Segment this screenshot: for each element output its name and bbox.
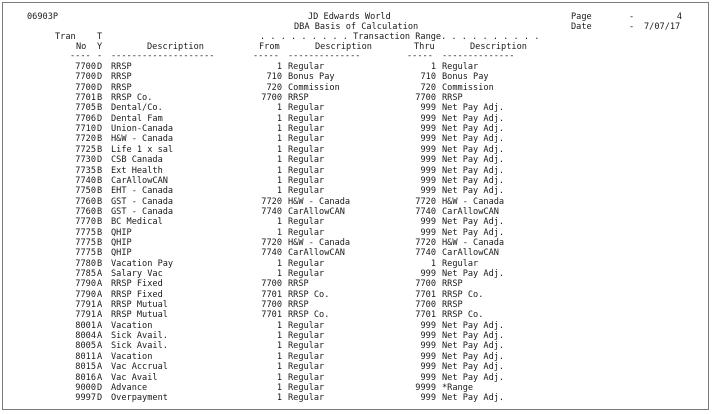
- tran-no: 7791: [75, 300, 96, 311]
- table-row: [3, 166, 708, 176]
- thru-description: RRSP Co.: [442, 289, 484, 300]
- report-frame: [2, 2, 709, 410]
- tran-no: 7735: [75, 165, 96, 176]
- table-row: [3, 93, 708, 103]
- table-row: [3, 362, 708, 372]
- from-description: Regular: [288, 362, 325, 373]
- thru-code: 7701: [415, 310, 436, 321]
- thru-description: RRSP Co.: [442, 310, 484, 321]
- thru-code: 7740: [415, 206, 436, 217]
- description: BC Medical: [111, 217, 163, 228]
- type-code: D: [97, 72, 103, 83]
- thru-description: Net Pay Adj.: [442, 351, 505, 362]
- thru-description: Net Pay Adj.: [442, 113, 505, 124]
- thru-code: 999: [420, 372, 436, 383]
- from-code: 7700: [261, 279, 282, 290]
- description: RRSP: [111, 72, 132, 83]
- table-row: [3, 217, 708, 227]
- thru-code: 7700: [415, 300, 436, 311]
- from-code: 720: [266, 82, 282, 93]
- thru-code: 710: [420, 72, 436, 83]
- table-row: [3, 373, 708, 383]
- tran-no: 7705: [75, 103, 96, 114]
- type-code: A: [97, 362, 103, 373]
- underline-from-description: --------------: [288, 51, 361, 61]
- thru-code: 999: [420, 269, 436, 279]
- description: Dental/Co.: [111, 103, 163, 114]
- type-code: D: [97, 155, 103, 166]
- from-description: Regular: [288, 186, 325, 197]
- thru-description: Net Pay Adj.: [442, 103, 505, 114]
- from-code: 7740: [261, 248, 282, 259]
- type-code: B: [97, 206, 103, 217]
- from-description: Regular: [288, 165, 325, 176]
- type-code: A: [97, 372, 103, 383]
- thru-description: RRSP: [442, 300, 463, 311]
- col-range-title: . . . . . . . . . Transaction Range. . . . . . . . . .: [260, 32, 540, 42]
- description: RRSP Co.: [111, 93, 153, 104]
- col-tran-bottom: No: [76, 42, 87, 52]
- type-code: B: [97, 227, 103, 238]
- from-description: Regular: [288, 331, 325, 342]
- thru-code: 999: [420, 331, 436, 342]
- table-row: [3, 238, 708, 248]
- type-code: D: [97, 113, 103, 124]
- thru-code: 999: [420, 134, 436, 145]
- thru-code: 999: [420, 113, 436, 124]
- from-description: H&W - Canada: [288, 237, 351, 248]
- type-code: A: [97, 310, 103, 321]
- thru-description: Net Pay Adj.: [442, 186, 505, 197]
- tran-no: 8001: [75, 320, 96, 331]
- description: Vacation: [111, 351, 153, 362]
- description: Life 1 x sal: [111, 144, 174, 155]
- table-row: [3, 341, 708, 351]
- table-row: [3, 310, 708, 320]
- type-code: B: [97, 93, 103, 104]
- description: GST - Canada: [111, 206, 174, 217]
- tran-no: 7775: [75, 237, 96, 248]
- from-description: RRSP: [288, 279, 309, 290]
- thru-code: 1: [430, 62, 436, 72]
- thru-code: 9999: [415, 382, 436, 393]
- from-description: Regular: [288, 351, 325, 362]
- description: QHIP: [111, 237, 132, 248]
- description: Vacation: [111, 320, 153, 331]
- description: RRSP: [111, 82, 132, 93]
- from-description: Regular: [288, 124, 325, 135]
- description: RRSP: [111, 62, 132, 72]
- underline-thru: -----: [407, 51, 433, 61]
- description: Overpayment: [111, 393, 168, 404]
- from-code: 1: [276, 186, 282, 197]
- table-row: [3, 124, 708, 134]
- from-code: 1: [276, 124, 282, 135]
- program-id: 06903P: [27, 12, 59, 22]
- table-row: [3, 300, 708, 310]
- thru-description: Net Pay Adj.: [442, 372, 505, 383]
- underline-thru-description: --------------: [442, 51, 515, 61]
- col-thru-description: Description: [470, 42, 527, 52]
- description: Ext Health: [111, 165, 163, 176]
- tran-no: 7791: [75, 310, 96, 321]
- table-row: [3, 331, 708, 341]
- tran-no: 7780: [75, 258, 96, 269]
- from-code: 1: [276, 382, 282, 393]
- table-row: [3, 383, 708, 393]
- thru-description: Net Pay Adj.: [442, 269, 505, 279]
- thru-code: 999: [420, 320, 436, 331]
- thru-description: H&W - Canada: [442, 237, 505, 248]
- from-code: 1: [276, 227, 282, 238]
- underline-description: --------------------: [111, 51, 215, 61]
- thru-code: 999: [420, 217, 436, 228]
- from-description: Regular: [288, 175, 325, 186]
- description: Sick Avail.: [111, 341, 168, 352]
- from-code: 1: [276, 113, 282, 124]
- from-code: 1: [276, 165, 282, 176]
- from-code: 1: [276, 362, 282, 373]
- from-code: 7720: [261, 237, 282, 248]
- thru-code: 7720: [415, 196, 436, 207]
- tran-no: 7725: [75, 144, 96, 155]
- type-code: A: [97, 269, 103, 279]
- from-code: 1: [276, 258, 282, 269]
- from-code: 7701: [261, 310, 282, 321]
- description: Dental Fam: [111, 113, 163, 124]
- from-description: Regular: [288, 217, 325, 228]
- from-code: 1: [276, 341, 282, 352]
- thru-description: Bonus Pay: [442, 72, 489, 83]
- from-description: CarAllowCAN: [288, 248, 345, 259]
- report-title: DBA Basis of Calculation: [294, 22, 419, 32]
- type-code: B: [97, 134, 103, 145]
- description: RRSP Fixed: [111, 279, 163, 290]
- from-code: 7700: [261, 93, 282, 104]
- from-description: Regular: [288, 258, 325, 269]
- thru-code: 999: [420, 186, 436, 197]
- from-description: RRSP: [288, 93, 309, 104]
- table-row: [3, 186, 708, 196]
- thru-code: 7740: [415, 248, 436, 259]
- thru-description: Net Pay Adj.: [442, 331, 505, 342]
- from-description: RRSP: [288, 300, 309, 311]
- table-row: [3, 321, 708, 331]
- thru-description: Net Pay Adj.: [442, 341, 505, 352]
- thru-description: CarAllowCAN: [442, 248, 499, 259]
- page-separator: -: [629, 12, 635, 22]
- tran-no: 8005: [75, 341, 96, 352]
- from-description: Regular: [288, 269, 325, 279]
- from-code: 1: [276, 351, 282, 362]
- thru-description: Net Pay Adj.: [442, 175, 505, 186]
- tran-no: 7720: [75, 134, 96, 145]
- thru-description: Net Pay Adj.: [442, 393, 505, 404]
- from-description: Regular: [288, 103, 325, 114]
- table-row: [3, 134, 708, 144]
- table-row: [3, 114, 708, 124]
- description: Sick Avail.: [111, 331, 168, 342]
- table-row: [3, 259, 708, 269]
- table-row: [3, 290, 708, 300]
- tran-no: 7700: [75, 72, 96, 83]
- thru-code: 7720: [415, 237, 436, 248]
- description: Salary Vac: [111, 269, 163, 279]
- tran-no: 9000: [75, 382, 96, 393]
- from-description: Regular: [288, 134, 325, 145]
- type-code: B: [97, 237, 103, 248]
- thru-description: H&W - Canada: [442, 196, 505, 207]
- thru-description: Net Pay Adj.: [442, 217, 505, 228]
- thru-description: Net Pay Adj.: [442, 124, 505, 135]
- from-code: 1: [276, 175, 282, 186]
- from-code: 1: [276, 393, 282, 404]
- table-row: [3, 393, 708, 403]
- thru-code: 7700: [415, 279, 436, 290]
- thru-code: 7701: [415, 289, 436, 300]
- table-row: [3, 103, 708, 113]
- tran-no: 7770: [75, 217, 96, 228]
- type-code: B: [97, 165, 103, 176]
- page-number: 4: [676, 12, 682, 22]
- tran-no: 8011: [75, 351, 96, 362]
- thru-code: 999: [420, 341, 436, 352]
- from-description: Bonus Pay: [288, 72, 335, 83]
- description: RRSP Mutual: [111, 310, 168, 321]
- type-code: B: [97, 144, 103, 155]
- thru-code: 7700: [415, 93, 436, 104]
- tran-no: 7706: [75, 113, 96, 124]
- type-code: A: [97, 351, 103, 362]
- type-code: D: [97, 124, 103, 135]
- from-code: 7700: [261, 300, 282, 311]
- tran-no: 7730: [75, 155, 96, 166]
- tran-no: 8004: [75, 331, 96, 342]
- description: CSB Canada: [111, 155, 163, 166]
- thru-description: Commission: [442, 82, 494, 93]
- thru-description: RRSP: [442, 279, 463, 290]
- type-code: A: [97, 279, 103, 290]
- description: Vac Accrual: [111, 362, 168, 373]
- from-code: 7740: [261, 206, 282, 217]
- type-code: D: [97, 382, 103, 393]
- description: EHT - Canada: [111, 186, 174, 197]
- table-row: [3, 83, 708, 93]
- from-description: Regular: [288, 341, 325, 352]
- table-row: [3, 145, 708, 155]
- type-code: A: [97, 331, 103, 342]
- from-code: 1: [276, 320, 282, 331]
- type-code: D: [97, 62, 103, 72]
- underline-tran: ----: [70, 51, 91, 61]
- description: H&W - Canada: [111, 134, 174, 145]
- date-label: Date: [571, 22, 592, 32]
- from-code: 1: [276, 331, 282, 342]
- type-code: D: [97, 82, 103, 93]
- description: QHIP: [111, 248, 132, 259]
- tran-no: 7760: [75, 206, 96, 217]
- thru-code: 999: [420, 155, 436, 166]
- description: QHIP: [111, 227, 132, 238]
- from-description: Regular: [288, 227, 325, 238]
- thru-code: 999: [420, 362, 436, 373]
- description: RRSP Mutual: [111, 300, 168, 311]
- thru-description: RRSP: [442, 93, 463, 104]
- tran-no: 7785: [75, 269, 96, 279]
- description: CarAllowCAN: [111, 175, 168, 186]
- table-row: [3, 197, 708, 207]
- from-description: Regular: [288, 320, 325, 331]
- thru-description: Net Pay Adj.: [442, 227, 505, 238]
- from-code: 1: [276, 372, 282, 383]
- type-code: A: [97, 300, 103, 311]
- from-code: 1: [276, 217, 282, 228]
- thru-description: Regular: [442, 258, 479, 269]
- table-row: [3, 207, 708, 217]
- from-code: 710: [266, 72, 282, 83]
- underline-type: -: [97, 51, 103, 61]
- type-code: B: [97, 248, 103, 259]
- from-description: Regular: [288, 144, 325, 155]
- thru-code: 999: [420, 175, 436, 186]
- thru-description: CarAllowCAN: [442, 206, 499, 217]
- type-code: B: [97, 186, 103, 197]
- from-code: 1: [276, 62, 282, 72]
- table-row: [3, 176, 708, 186]
- tran-no: 7760: [75, 196, 96, 207]
- thru-description: *Range: [442, 382, 474, 393]
- table-row: [3, 155, 708, 165]
- type-code: B: [97, 217, 103, 228]
- type-code: A: [97, 320, 103, 331]
- underline-from: -----: [253, 51, 279, 61]
- type-code: A: [97, 341, 103, 352]
- thru-code: 999: [420, 165, 436, 176]
- page-label: Page: [571, 12, 592, 22]
- from-description: Regular: [288, 382, 325, 393]
- table-row: [3, 352, 708, 362]
- type-code: A: [97, 289, 103, 300]
- from-code: 1: [276, 155, 282, 166]
- type-code: B: [97, 258, 103, 269]
- tran-no: 7700: [75, 62, 96, 72]
- table-row: [3, 62, 708, 72]
- thru-code: 1: [430, 258, 436, 269]
- type-code: B: [97, 103, 103, 114]
- description: Union-Canada: [111, 124, 174, 135]
- tran-no: 7700: [75, 82, 96, 93]
- thru-description: Net Pay Adj.: [442, 134, 505, 145]
- tran-no: 7775: [75, 248, 96, 259]
- from-description: RRSP Co.: [288, 310, 330, 321]
- col-type-bottom: Y: [97, 42, 103, 52]
- col-thru: Thru: [414, 42, 435, 52]
- from-code: 7701: [261, 289, 282, 300]
- from-code: 1: [276, 134, 282, 145]
- table-row: [3, 269, 708, 279]
- date-separator: -: [629, 22, 635, 32]
- thru-description: Net Pay Adj.: [442, 165, 505, 176]
- thru-description: Net Pay Adj.: [442, 320, 505, 331]
- description: Vac Avail: [111, 372, 158, 383]
- from-code: 1: [276, 103, 282, 114]
- report-date: 7/07/17: [644, 22, 681, 32]
- col-from: From: [259, 42, 280, 52]
- tran-no: 8016: [75, 372, 96, 383]
- tran-no: 9997: [75, 393, 96, 404]
- thru-code: 999: [420, 103, 436, 114]
- from-description: H&W - Canada: [288, 196, 351, 207]
- from-description: Regular: [288, 372, 325, 383]
- from-description: RRSP Co.: [288, 289, 330, 300]
- thru-description: Net Pay Adj.: [442, 362, 505, 373]
- from-code: 1: [276, 144, 282, 155]
- tran-no: 7701: [75, 93, 96, 104]
- thru-description: Regular: [442, 62, 479, 72]
- thru-description: Net Pay Adj.: [442, 144, 505, 155]
- tran-no: 7740: [75, 175, 96, 186]
- from-description: Regular: [288, 113, 325, 124]
- table-row: [3, 248, 708, 258]
- from-code: 7720: [261, 196, 282, 207]
- col-type-top: T: [97, 32, 103, 42]
- tran-no: 7790: [75, 279, 96, 290]
- thru-code: 999: [420, 144, 436, 155]
- col-from-description: Description: [315, 42, 372, 52]
- thru-code: 999: [420, 351, 436, 362]
- from-description: Commission: [288, 82, 340, 93]
- tran-no: 7750: [75, 186, 96, 197]
- description: GST - Canada: [111, 196, 174, 207]
- company-name: JD Edwards World: [308, 12, 391, 22]
- col-description: Description: [147, 42, 204, 52]
- description: RRSP Fixed: [111, 289, 163, 300]
- type-code: B: [97, 196, 103, 207]
- type-code: B: [97, 175, 103, 186]
- tran-no: 7790: [75, 289, 96, 300]
- from-description: Regular: [288, 155, 325, 166]
- from-code: 1: [276, 269, 282, 279]
- thru-code: 720: [420, 82, 436, 93]
- col-tran-top: Tran: [55, 32, 76, 42]
- tran-no: 7710: [75, 124, 96, 135]
- tran-no: 8015: [75, 362, 96, 373]
- thru-code: 999: [420, 124, 436, 135]
- from-description: Regular: [288, 62, 325, 72]
- description: Advance: [111, 382, 148, 393]
- from-description: CarAllowCAN: [288, 206, 345, 217]
- type-code: D: [97, 393, 103, 404]
- table-row: [3, 228, 708, 238]
- table-row: [3, 72, 708, 82]
- thru-code: 999: [420, 227, 436, 238]
- thru-description: Net Pay Adj.: [442, 155, 505, 166]
- description: Vacation Pay: [111, 258, 174, 269]
- tran-no: 7775: [75, 227, 96, 238]
- from-description: Regular: [288, 393, 325, 404]
- table-row: [3, 279, 708, 289]
- thru-code: 999: [420, 393, 436, 404]
